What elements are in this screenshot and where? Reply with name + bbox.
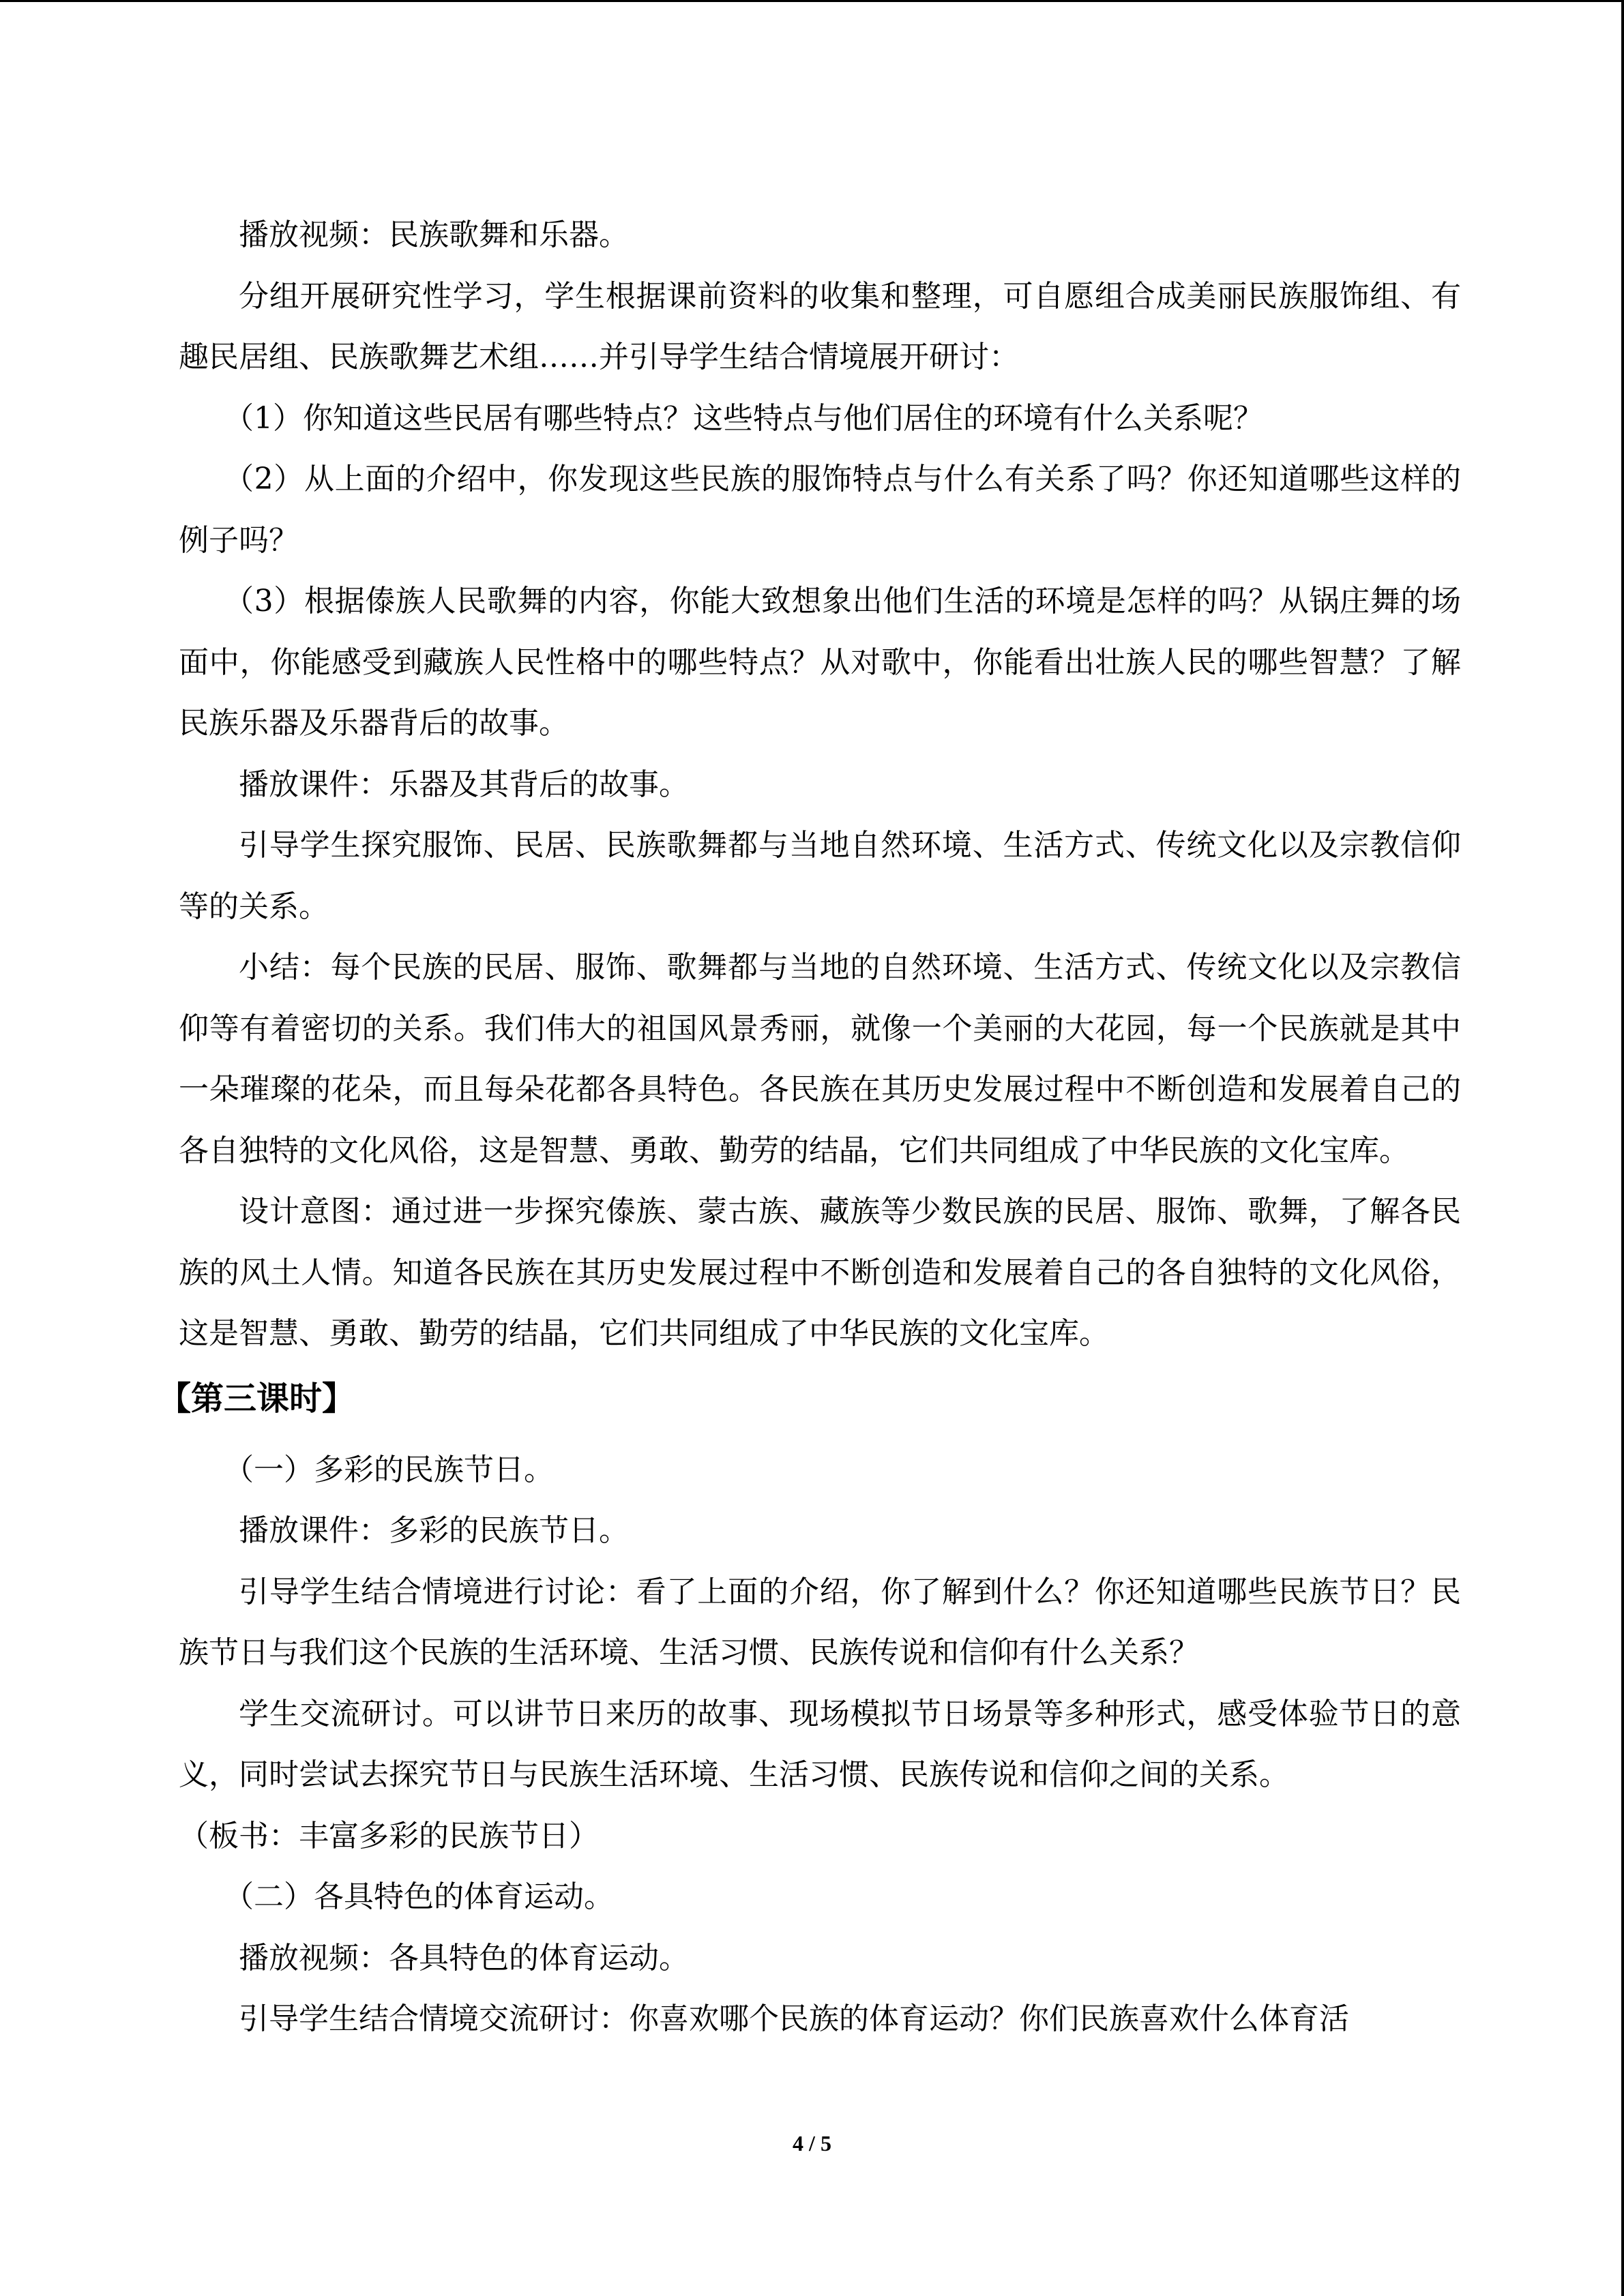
paragraph: 学生交流研讨。可以讲节日来历的故事、现场模拟节日场景等多种形式，感受体验节日的意义，同时尝试去探究节日与民族生活环境、生活习惯、民族传说和信仰之间的关系。 [179,1696,1461,1792]
paragraph: 引导学生结合情境交流研讨：你喜欢哪个民族的体育运动？你们民族喜欢什么体育活 [239,2001,1349,2036]
paragraph: 小结：每个民族的民居、服饰、歌舞都与当地的自然环境、生活方式、传统文化以及宗教信仰等有着密切的关系。我们伟大的祖国风景秀丽，就像一个美丽的大花园，每一个民族就是其中一朵璀璨的花朵，而且每朵花都各具特色。各民族在其历史发展过程中不断创造和发展着自己的各自独特的文化风俗，这是智慧、勇敢、勤劳的结晶，它们共同组成了中华民族的文化宝库。 [179,950,1461,1168]
paragraph: 分组开展研究性学习，学生根据课前资料的收集和整理，可自愿组合成美丽民族服饰组、有趣民居组、民族歌舞艺术组……并引导学生结合情境展开研讨： [179,278,1461,374]
right-border [1621,0,1624,2296]
paragraph: 引导学生探究服饰、民居、民族歌舞都与当地自然环境、生活方式、传统文化以及宗教信仰等的关系。 [179,828,1461,924]
paragraph: （板书：丰富多彩的民族节日） [179,1818,599,1853]
page-number: 4 / 5 [793,2131,831,2156]
section-heading: 【第三课时】 [158,1379,355,1418]
paragraph: （2）从上面的介绍中，你发现这些民族的服饰特点与什么有关系了吗？你还知道哪些这样的例子吗？ [179,462,1461,558]
document-body [158,205,1461,2050]
paragraph: （二）各具特色的体育运动。 [224,1879,614,1914]
paragraph: 播放视频：民族歌舞和乐器。 [239,218,629,252]
paragraph: 设计意图：通过进一步探究傣族、蒙古族、藏族等少数民族的民居、服饰、歌舞，了解各民族的风土人情。知道各民族在其历史发展过程中不断创造和发展着自己的各自独特的文化风俗，这是智慧、勇敢、勤劳的结晶，它们共同组成了中华民族的文化宝库。 [179,1194,1461,1351]
paragraph: （1）你知道这些民居有哪些特点？这些特点与他们居住的环境有什么关系呢？ [224,400,1263,436]
top-border [0,0,1624,2]
paragraph: 引导学生结合情境进行讨论：看了上面的介绍，你了解到什么？你还知道哪些民族节日？民族节日与我们这个民族的生活环境、生活习惯、民族传说和信仰有什么关系？ [179,1574,1461,1670]
paragraph: （3）根据傣族人民歌舞的内容，你能大致想象出他们生活的环境是怎样的吗？从锅庄舞的场面中，你能感受到藏族人民性格中的哪些特点？从对歌中，你能看出壮族人民的哪些智慧？了解民族乐器及乐器背后的故事。 [179,584,1461,741]
paragraph: 播放课件：乐器及其背后的故事。 [239,766,689,802]
paragraph: 播放课件：多彩的民族节日。 [239,1513,629,1548]
paragraph: 播放视频：各具特色的体育运动。 [239,1940,689,1976]
paragraph: （一）多彩的民族节日。 [224,1452,554,1487]
